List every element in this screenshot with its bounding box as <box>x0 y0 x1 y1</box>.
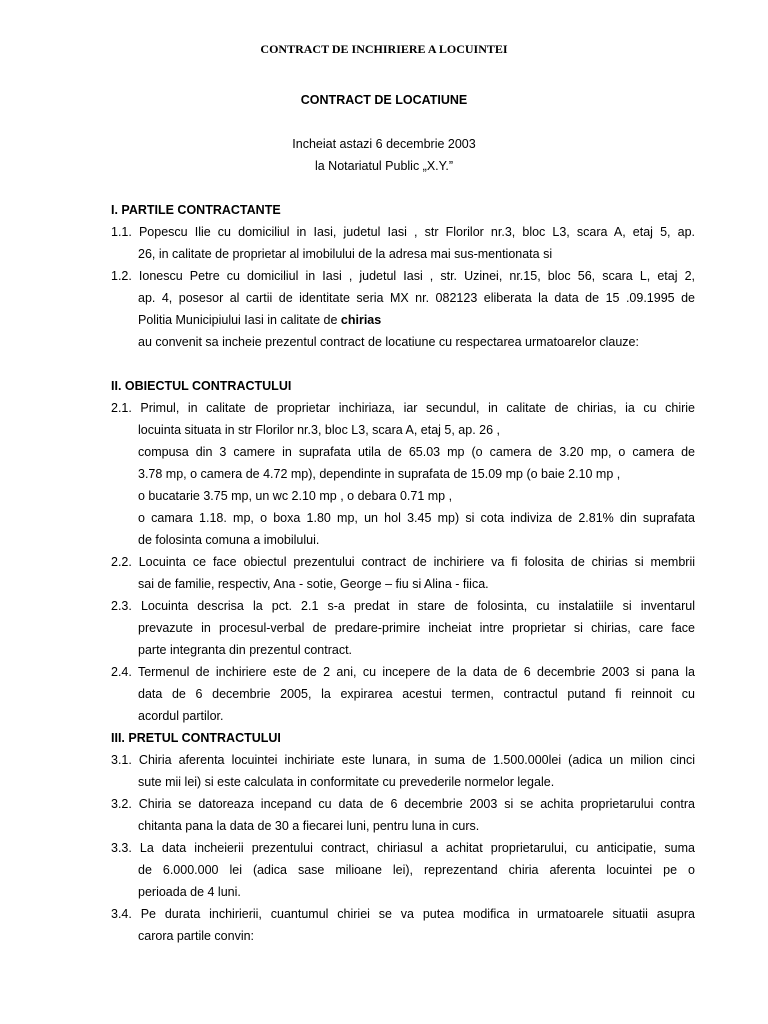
paragraph-line: chitanta pana la data de 30 a fiecarei luni, pentru luna in curs. <box>138 819 480 833</box>
place-line: la Notariatul Public „X.Y.” <box>314 159 454 173</box>
paragraph-line: 3.1. Chiria aferenta locuintei inchiriate este lunara, in suma de 1.500.000lei (adica un milion cinci <box>111 753 695 767</box>
paragraph-line: 2.4. Termenul de inchiriere este de 2 ani, cu incepere de la data de 6 decembrie 2003 si pana la <box>111 665 695 679</box>
paragraph-line: locuinta situata in str Florilor nr.3, bloc L3, scara A, etaj 5, ap. 26 , <box>138 423 500 437</box>
paragraph-line: perioada de 4 luni. <box>138 885 241 899</box>
paragraph-line: acordul partilor. <box>138 709 224 723</box>
paragraph-line: 3.78 mp, o camera de 4.72 mp), dependinte in suprafata de 15.09 mp (o baie 2.10 mp , <box>138 467 621 481</box>
bold-term: chirias <box>340 313 382 327</box>
paragraph-line: sute mii lei) si este calculata in conformitate cu prevederile normelor legale. <box>138 775 555 789</box>
paragraph-line: 3.4. Pe durata inchirierii, cuantumul chiriei se va putea modifica in urmatoarele situatii asupra <box>111 907 695 921</box>
paragraph-line: data de 6 decembrie 2005, la expirarea acestui termen, contractul putand fi reinnoit cu <box>138 687 695 701</box>
section-heading: II. OBIECTUL CONTRACTULUI <box>111 379 292 393</box>
document-subtitle: CONTRACT DE LOCATIUNE <box>300 93 468 107</box>
date-line: Incheiat astazi 6 decembrie 2003 <box>292 137 476 151</box>
paragraph-text: Politia Municipiului Iasi in calitate de <box>138 313 341 327</box>
paragraph-line: compusa din 3 camere in suprafata utila de 65.03 mp (o camera de 3.20 mp, o camera de <box>138 445 695 459</box>
paragraph-line: de 6.000.000 lei (adica sase milioane lei), reprezentand chiria aferenta locuintei pe o <box>138 863 695 877</box>
paragraph-line: carora partile convin: <box>138 929 255 943</box>
paragraph-line: 1.2. Ionescu Petre cu domiciliul in Iasi , judetul Iasi , str. Uzinei, nr.15, bloc 56, scara L, etaj 2, <box>111 269 695 283</box>
paragraph-line: o camara 1.18. mp, o boxa 1.80 mp, un hol 3.45 mp) si cota indiviza de 2.81% din suprafata <box>138 511 695 525</box>
paragraph-line: 2.3. Locuinta descrisa la pct. 2.1 s-a predat in stare de folosinta, cu instalatiile si inventarul <box>111 599 695 613</box>
paragraph-line <box>138 313 381 327</box>
paragraph-line: au convenit sa incheie prezentul contract de locatiune cu respectarea urmatoarelor clauze: <box>138 335 639 349</box>
paragraph-line: 1.1. Popescu Ilie cu domiciliul in Iasi, judetul Iasi , str Florilor nr.3, bloc L3, scara A, etaj 5, ap. <box>111 225 695 239</box>
paragraph-line: o bucatarie 3.75 mp, un wc 2.10 mp , o debara 0.71 mp , <box>138 489 453 503</box>
paragraph-line: 2.2. Locuinta ce face obiectul prezentului contract de inchiriere va fi folosita de chirias si membrii <box>111 555 695 569</box>
paragraph-line: 3.3. La data incheierii prezentului contract, chiriasul a achitat proprietarului, cu anticipatie, suma <box>111 841 695 855</box>
paragraph-line: prevazute in procesul-verbal de predare-primire incheiat intre proprietar si chirias, care face <box>138 621 695 635</box>
paragraph-line: parte integranta din prezentul contract. <box>138 643 353 657</box>
paragraph-line: de folosinta comuna a imobilului. <box>138 533 320 547</box>
paragraph-line: 2.1. Primul, in calitate de proprietar inchiriaza, iar secundul, in calitate de chirias, ia cu chirie <box>111 401 695 415</box>
section-heading: I. PARTILE CONTRACTANTE <box>111 203 281 217</box>
paragraph-line: 3.2. Chiria se datoreaza incepand cu data de 6 decembrie 2003 si se achita proprietarului contra <box>111 797 695 811</box>
paragraph-line: ap. 4, posesor al cartii de identitate seria MX nr. 082123 eliberata la data de 15 .09.1995 de <box>138 291 695 305</box>
document-title: CONTRACT DE INCHIRIERE A LOCUINTEI <box>260 42 508 56</box>
section-heading: III. PRETUL CONTRACTULUI <box>111 731 281 745</box>
paragraph-line: 26, in calitate de proprietar al imobilului de la adresa mai sus-mentionata si <box>138 247 553 261</box>
paragraph-line: sai de familie, respectiv, Ana - sotie, George – fiu si Alina - fiica. <box>138 577 489 591</box>
